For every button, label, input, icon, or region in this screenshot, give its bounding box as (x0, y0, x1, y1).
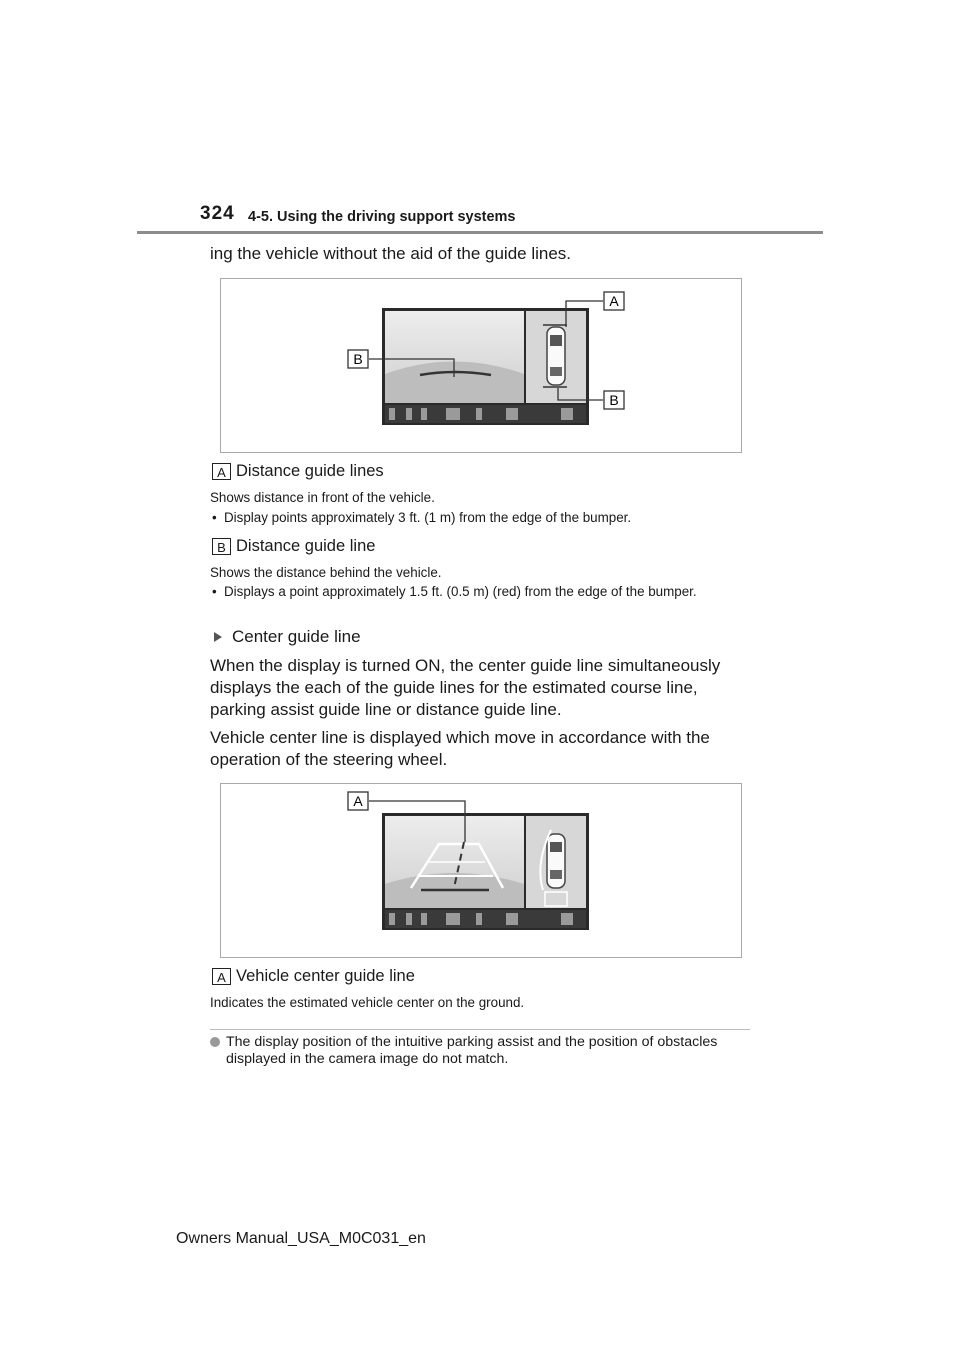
label-tag-a: A (212, 463, 231, 480)
callout-b-right: B (609, 392, 619, 408)
circle-bullet-icon (210, 1037, 220, 1047)
item-b1-bullets (210, 583, 740, 600)
note (210, 1034, 730, 1068)
figure-vehicle-center-guide-line (220, 783, 742, 958)
item-a1-heading (212, 462, 384, 481)
page-number: 324 (200, 203, 235, 224)
center-guide-para2: Vehicle center line is displayed which move in accordance with the operation of the steering wheel. (210, 728, 710, 769)
note-text: The display position of the intuitive parking assist and the position of obstacles displayed in the camera image do not match. (226, 1034, 718, 1067)
label-tag-a: A (212, 968, 231, 985)
note-divider (210, 1029, 750, 1030)
item-a2-heading (212, 967, 415, 986)
item-a1-bullets (210, 509, 750, 526)
item-a1-title: Distance guide lines (236, 462, 384, 480)
callout-a: A (353, 793, 363, 809)
item-a2-desc: Indicates the estimated vehicle center on the ground. (210, 995, 525, 1010)
item-a1-desc: Shows distance in front of the vehicle. (210, 490, 435, 505)
section-title: 4-5. Using the driving support systems (248, 209, 516, 225)
bullet-item: • Displays a point approximately 1.5 ft. (0.5 m) (red) from the edge of the bumper. (210, 583, 740, 600)
center-guide-heading (214, 627, 361, 647)
camera-screen-illustration-2 (221, 784, 741, 957)
center-guide-para1: When the display is turned ON, the center guide line simultaneously displays the each of the guide lines for the estimated course line, parking assist guide line or distance guide line. (210, 656, 721, 719)
triangle-bullet-icon (214, 632, 222, 642)
intro-text: ing the vehicle without the aid of the guide lines. (210, 244, 572, 263)
item-b1-title: Distance guide line (236, 537, 376, 555)
item-b1-desc: Shows the distance behind the vehicle. (210, 565, 442, 580)
camera-screen-illustration-1 (221, 279, 741, 452)
label-tag-b: B (212, 538, 231, 555)
figure-distance-guide-lines (220, 278, 742, 453)
callout-b-left: B (353, 351, 363, 367)
item-b1-heading (212, 537, 375, 556)
center-guide-heading-text: Center guide line (232, 627, 361, 646)
bullet-item: • Display points approximately 3 ft. (1 m) from the edge of the bumper. (210, 509, 750, 526)
header-rule (137, 231, 823, 234)
item-a2-title: Vehicle center guide line (236, 967, 415, 985)
callout-a: A (609, 293, 619, 309)
footer-text: Owners Manual_USA_M0C031_en (176, 1230, 426, 1247)
